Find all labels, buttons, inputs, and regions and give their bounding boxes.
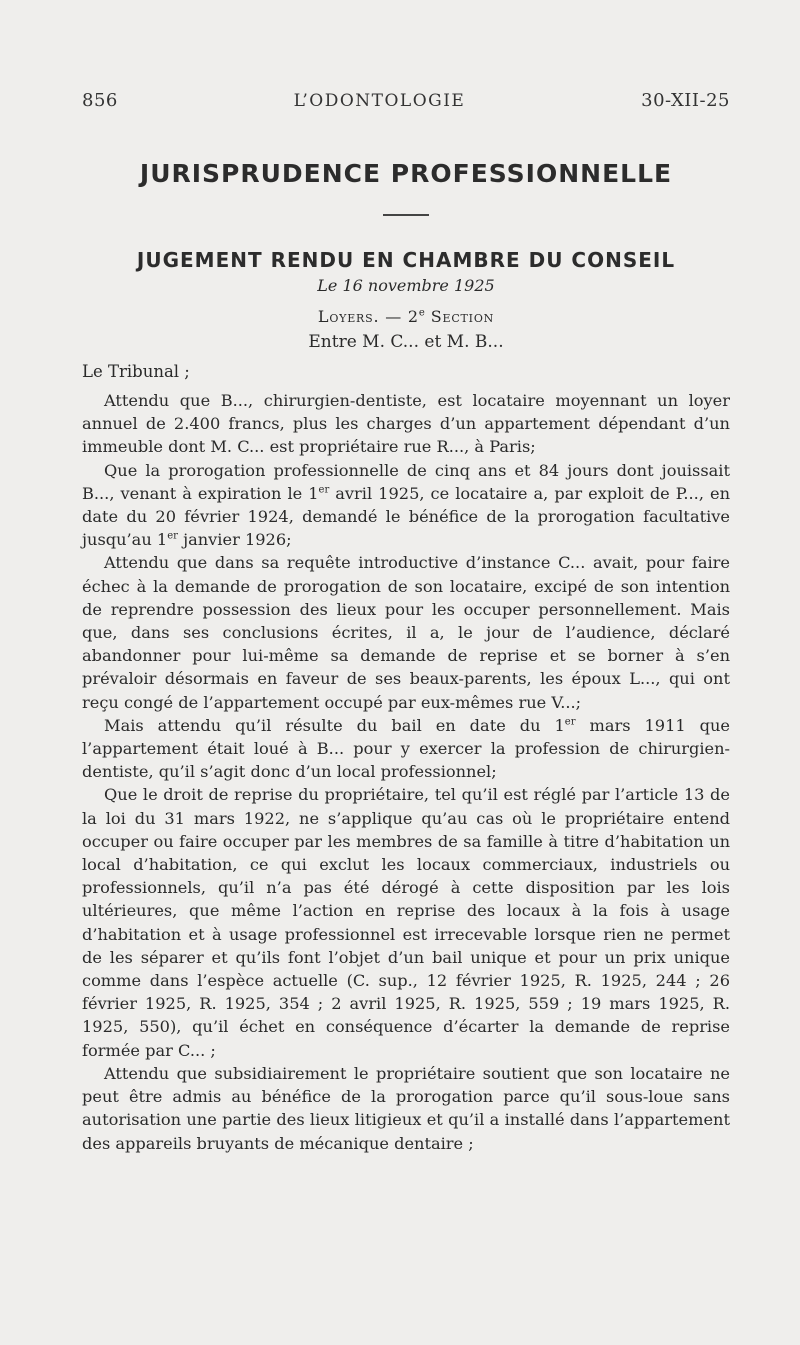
issue-date: 30-XII-25 xyxy=(641,90,730,111)
parties-line: Entre M. C... et M. B... xyxy=(308,332,504,352)
page-number: 856 xyxy=(82,90,118,111)
running-head xyxy=(82,90,730,111)
paragraph-2: Que la prorogation professionnelle de cinq ans et 84 jours dont jouissait B..., venant à expiration le 1er avril 1925, ce locataire a, par exploit de P..., en date du 20 février 1924, demandé le bénéfice de la prorogation facultative jusqu’au 1er janvier 1926; xyxy=(82,460,730,550)
court-line: Le Tribunal ; xyxy=(82,362,190,381)
paragraph-1: Attendu que B..., chirurgien-dentiste, est locataire moyennant un loyer annuel de 2.400 francs, plus les charges d’un appartement dépendant d’un immeuble dont M. C... est propriétaire rue R..., à Paris; xyxy=(82,391,730,457)
chamber-line xyxy=(82,307,730,326)
judgment-date: Le 16 novembre 1925 xyxy=(317,276,495,295)
chamber-suffix: Section xyxy=(424,307,495,326)
judgment-body xyxy=(82,389,730,1155)
paragraph-6: Attendu que subsidiairement le propriétaire soutient que son locataire ne peut être admis au bénéfice de la prorogation parce qu’il sous-loue sans autorisation une partie des lieux litigieux et qu’il a installé dans l’appartement des appareils bruyants de mécanique dentaire ; xyxy=(82,1063,730,1153)
paragraph-4: Mais attendu qu’il résulte du bail en date du 1er mars 1911 que l’appartement était loué à B... pour y exercer la profession de chirurgien-dentiste, qu’il s’agit donc d’un local professionnel; xyxy=(82,715,731,782)
section-title: JURISPRUDENCE PROFESSIONNELLE xyxy=(139,159,673,188)
chamber-prefix: Loyers. — 2 xyxy=(317,307,419,326)
title-rule xyxy=(383,214,429,216)
paragraph-5: Que le droit de reprise du propriétaire, tel qu’il est réglé par l’article 13 de la loi du 31 mars 1922, ne s’applique qu’au cas où le propriétaire entend occuper ou faire occuper par les membres de sa famille à titre d’habitation un local d’habitation, ce qui exclut les locaux commerciaux, industriels ou professionnels, qu’il n’a pas été dérogé à cette disposition par les lois ultérieures, que même l’action en reprise des locaux à la fois à usage d’habitation et à usage professionnel est irrecevable lorsque rien ne permet de les séparer et qu’ils font l’objet d’un bail unique et pour un prix unique comme dans l’espèce actuelle (C. sup., 12 février 1925, R. 1925, 244 ; 26 février 1925, R. 1925, 354 ; 2 avril 1925, R. 1925, 559 ; 19 mars 1925, R. 1925, 550), qu’il échet en conséquence d’écarter la demande de reprise formée par C... ; xyxy=(82,785,730,1060)
journal-title: L’ODONTOLOGIE xyxy=(293,91,466,111)
chamber-sup: e xyxy=(418,307,425,319)
article-heading: JUGEMENT RENDU EN CHAMBRE DU CONSEIL xyxy=(136,248,676,272)
paragraph-3: Attendu que dans sa requête introductive d’instance C... avait, pour faire échec à la demande de prorogation de son locataire, excipé de son intention de reprendre possession des lieux pour les occuper personnellement. Mais que, dans ses conclusions écrites, il a, le jour de l’audience, déclaré abandonner pour lui-même sa demande de reprise et se borner à s’en prévaloir désormais en faveur de ses beaux-parents, les époux L..., qui ont reçu congé de l’appartement occupé par eux-mêmes rue V...; xyxy=(82,553,730,712)
page xyxy=(82,90,730,1155)
